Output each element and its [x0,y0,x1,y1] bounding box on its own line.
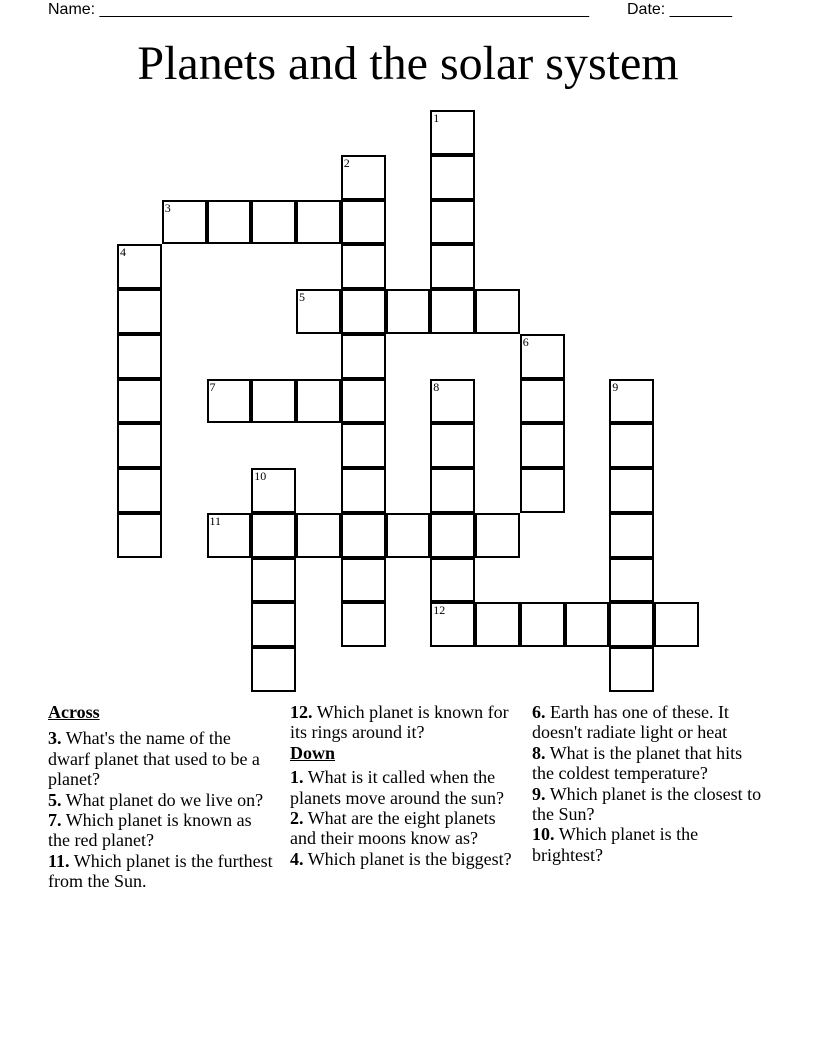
crossword-cell[interactable] [609,513,654,558]
across-heading: Across [48,702,100,722]
crossword-cell[interactable] [162,200,207,245]
crossword-cell[interactable] [475,602,520,647]
crossword-cell[interactable] [117,379,162,424]
clue-text: What's the name of the dwarf planet that used to be a planet? [48,728,260,790]
crossword-cell[interactable] [386,513,431,558]
down-clue-2 [290,808,518,849]
crossword-cell[interactable] [430,558,475,603]
clue-text: Which planet is known for its rings around it? [290,702,509,743]
crossword-cell[interactable] [296,289,341,334]
clue-number: 5. [48,789,62,810]
crossword-cell[interactable] [565,602,610,647]
name-field-label: Name: _______________________________________________________ [48,1,589,18]
crossword-cell[interactable] [341,200,386,245]
clue-number-label: 9 [612,379,619,394]
crossword-cell[interactable] [251,558,296,603]
clue-text: Which planet is the biggest? [307,848,512,869]
clue-text: What is it called when the planets move around the sun? [290,767,504,808]
crossword-cell[interactable] [475,513,520,558]
clue-text: Which planet is known as the red planet? [48,810,252,851]
clue-column-2 [290,702,518,869]
crossword-cell[interactable] [117,244,162,289]
clue-number-label: 2 [343,155,350,170]
crossword-cell[interactable] [430,155,475,200]
crossword-cell[interactable] [207,200,252,245]
clue-number: 7. [48,810,62,831]
crossword-cell[interactable] [430,110,475,155]
clue-number-label: 6 [522,334,529,349]
clue-text: What is the planet that hits the coldest temperature? [532,742,743,784]
crossword-cell[interactable] [609,647,654,692]
crossword-cell[interactable] [609,558,654,603]
crossword-cell[interactable] [341,334,386,379]
crossword-cell[interactable] [520,423,565,468]
clue-number-label: 11 [209,513,222,528]
clue-number-label: 4 [120,245,126,260]
crossword-cell[interactable] [251,602,296,647]
clue-number: 1. [290,767,304,788]
crossword-cell[interactable] [251,513,296,558]
page-title: Planets and the solar system [137,37,679,90]
across-clue-12 [290,702,518,743]
crossword-cell[interactable] [341,602,386,647]
crossword-cell[interactable] [296,200,341,245]
down-clue-6 [532,702,764,743]
crossword-cell[interactable] [386,289,431,334]
clue-number: 4. [290,848,304,869]
crossword-cell[interactable] [475,289,520,334]
clue-number-label: 1 [433,111,440,125]
crossword-cell[interactable] [430,200,475,245]
crossword-cell[interactable] [207,379,252,424]
crossword-cell[interactable] [609,602,654,647]
crossword-cell[interactable] [341,423,386,468]
clue-number: 11. [48,850,70,871]
crossword-cell[interactable] [251,468,296,513]
crossword-cell[interactable] [341,558,386,603]
crossword-cell[interactable] [207,513,252,558]
crossword-cell[interactable] [654,602,699,647]
crossword-cell[interactable] [430,423,475,468]
crossword-cell[interactable] [520,334,565,379]
crossword-cell[interactable] [430,513,475,558]
down-heading: Down [290,742,336,763]
clue-number: 10. [532,824,555,845]
clue-text: Earth has one of these. It doesn't radiate light or heat [532,702,729,743]
clue-text: Which planet is the brightest? [532,824,699,865]
down-clue-4 [290,849,518,869]
crossword-cell[interactable] [430,379,475,424]
clue-number-label: 8 [433,379,440,394]
crossword-cell[interactable] [117,334,162,379]
clue-number-label: 10 [254,469,267,483]
clue-number: 6. [532,702,546,722]
down-clue-10 [532,824,764,865]
crossword-cell[interactable] [609,468,654,513]
crossword-cell[interactable] [251,379,296,424]
clue-column-1 [48,702,273,892]
clue-text: Which planet is the closest to the Sun? [532,783,762,825]
across-clue-11 [48,851,273,892]
clue-text: What planet do we live on? [65,789,264,810]
down-clue-9 [532,784,764,825]
across-clue-5 [48,790,273,810]
clue-number: 3. [48,728,62,749]
crossword-cell[interactable] [251,200,296,245]
clue-number: 9. [532,783,546,804]
crossword-cell[interactable] [296,379,341,424]
crossword-cell[interactable] [117,423,162,468]
clue-number: 12. [290,702,313,722]
clue-number: 8. [532,742,546,763]
crossword-cell[interactable] [609,423,654,468]
crossword-cell[interactable] [520,468,565,513]
crossword-cell[interactable] [341,379,386,424]
crossword-cell[interactable] [520,379,565,424]
crossword-cell[interactable] [341,289,386,334]
crossword-cell[interactable] [341,513,386,558]
clue-number-label: 7 [209,379,216,394]
crossword-cell[interactable] [341,468,386,513]
clue-number-label: 5 [299,290,305,304]
crossword-cell[interactable] [430,244,475,289]
clue-number: 2. [290,808,304,829]
crossword-cell[interactable] [117,289,162,334]
crossword-cell[interactable] [251,647,296,692]
clue-column-3 [532,702,764,865]
clue-text: Which planet is the furthest from the Sun. [48,850,273,892]
crossword-cell[interactable] [341,244,386,289]
down-clue-8 [532,743,764,784]
across-clue-7 [48,810,273,851]
crossword-cell[interactable] [430,289,475,334]
clue-number-label: 3 [164,200,171,215]
clue-number-label: 12 [433,603,446,618]
crossword-cell[interactable] [341,155,386,200]
crossword-cell[interactable] [430,602,475,647]
crossword-cell[interactable] [117,468,162,513]
crossword-cell[interactable] [296,513,341,558]
crossword-cell[interactable] [430,468,475,513]
crossword-cell[interactable] [520,602,565,647]
clue-text: What are the eight planets and their moons know as? [290,808,496,849]
crossword-cell[interactable] [609,379,654,424]
crossword-cell[interactable] [117,513,162,558]
date-field-label: Date: _______ [627,1,732,18]
down-clue-1 [290,767,518,808]
across-clue-3 [48,728,273,789]
